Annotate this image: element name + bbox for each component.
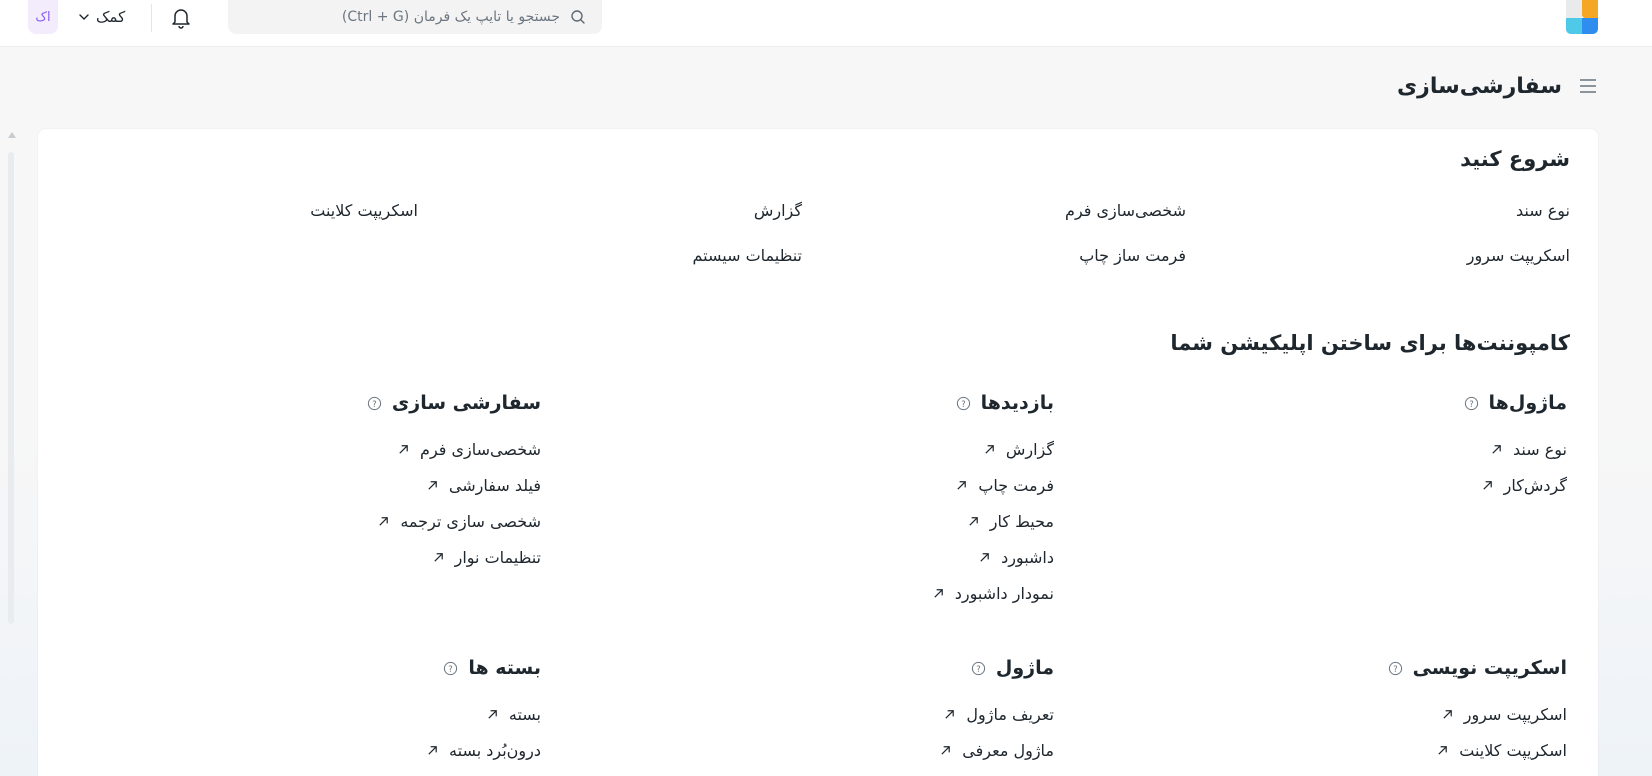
arrow-up-right-icon: [978, 551, 991, 564]
help-circle-icon[interactable]: [956, 396, 971, 411]
group-title: بازدیدها: [980, 392, 1054, 414]
list-item[interactable]: فرمت چاپ: [694, 467, 1054, 503]
scrollbar-track[interactable]: [8, 152, 14, 624]
arrow-up-right-icon: [426, 479, 439, 492]
svg-text:?: ?: [1468, 398, 1474, 409]
list-item[interactable]: بسته: [181, 696, 541, 732]
notification-bell-icon[interactable]: [170, 6, 192, 30]
group-title: بسته ها: [468, 657, 541, 679]
help-circle-icon[interactable]: [1464, 396, 1479, 411]
list-item[interactable]: شخصی سازی ترجمه: [181, 503, 541, 539]
help-circle-icon[interactable]: [1388, 661, 1403, 676]
list-item[interactable]: گردش‌کار: [1207, 467, 1567, 503]
gs-link-print-format-builder[interactable]: فرمت ساز چاپ: [1079, 246, 1186, 265]
arrow-up-right-icon: [932, 587, 945, 600]
svg-text:?: ?: [960, 398, 966, 409]
list-item[interactable]: درون‌بُرد بسته: [181, 732, 541, 768]
arrow-up-right-icon: [955, 479, 968, 492]
components-title: کامپوننت‌ها برای ساختن اپلیکیشن شما: [1170, 331, 1570, 355]
page-title: سفارشی‌سازی: [1396, 73, 1562, 99]
app-logo[interactable]: [1566, 0, 1598, 34]
arrow-up-right-icon: [377, 515, 390, 528]
group-scripting: [1207, 654, 1567, 768]
help-label: کمک: [96, 8, 126, 26]
navbar-divider: [151, 4, 152, 32]
scroll-up-arrow[interactable]: [8, 132, 16, 138]
gs-link-client-script[interactable]: اسکریپت کلاینت: [310, 201, 418, 220]
help-circle-icon[interactable]: [367, 396, 382, 411]
sidebar-toggle-icon[interactable]: [1578, 77, 1598, 95]
workspace-card: [38, 129, 1598, 776]
arrow-up-right-icon: [943, 708, 956, 721]
group-title: ماژول‌ها: [1488, 392, 1567, 414]
arrow-up-right-icon: [432, 551, 445, 564]
help-circle-icon[interactable]: [971, 661, 986, 676]
group-customization: [181, 389, 541, 575]
svg-text:?: ?: [976, 663, 981, 674]
chevron-down-icon: [78, 11, 90, 23]
list-item[interactable]: فیلد سفارشی: [181, 467, 541, 503]
navbar: [0, 0, 1652, 47]
arrow-up-right-icon: [983, 443, 996, 456]
search-input[interactable]: [260, 6, 560, 28]
gs-link-server-script[interactable]: اسکریپت سرور: [1466, 246, 1570, 265]
page-head: [1397, 66, 1598, 106]
search-icon: [570, 9, 586, 25]
list-item[interactable]: اسکریپت سرور: [1207, 696, 1567, 732]
group-title: اسکریپت نویسی: [1412, 657, 1567, 679]
group-title: ماژول: [995, 657, 1054, 679]
gs-link-customize-form[interactable]: شخصی‌سازی فرم: [1065, 201, 1186, 220]
arrow-up-right-icon: [1481, 479, 1494, 492]
arrow-up-right-icon: [1490, 443, 1503, 456]
list-item[interactable]: تنظیمات نوار: [181, 539, 541, 575]
arrow-up-right-icon: [1441, 708, 1454, 721]
arrow-up-right-icon: [426, 744, 439, 757]
list-item[interactable]: محیط کار: [694, 503, 1054, 539]
list-item[interactable]: اسکریپت کلاینت: [1207, 732, 1567, 768]
list-item[interactable]: گزارش: [694, 431, 1054, 467]
list-item[interactable]: ماژول معرفی: [694, 732, 1054, 768]
search-bar[interactable]: [228, 0, 602, 34]
arrow-up-right-icon: [397, 443, 410, 456]
group-packages: [181, 654, 541, 768]
svg-text:?: ?: [372, 398, 377, 409]
arrow-up-right-icon: [486, 708, 499, 721]
getting-started-title: شروع کنید: [1460, 147, 1570, 171]
help-dropdown[interactable]: [78, 5, 125, 29]
help-circle-icon[interactable]: [443, 661, 458, 676]
avatar[interactable]: [28, 0, 58, 34]
avatar-initials: اک: [35, 9, 51, 25]
group-modules: [1207, 389, 1567, 503]
arrow-up-right-icon: [967, 515, 980, 528]
svg-text:?: ?: [448, 663, 454, 674]
group-title: سفارشی سازی: [391, 392, 541, 414]
list-item[interactable]: نوع سند: [1207, 431, 1567, 467]
group-views: [694, 389, 1054, 611]
group-module: [694, 654, 1054, 768]
list-item[interactable]: شخصی‌سازی فرم: [181, 431, 541, 467]
list-item[interactable]: داشبورد: [694, 539, 1054, 575]
arrow-up-right-icon: [939, 744, 952, 757]
gs-link-report[interactable]: گزارش: [753, 201, 802, 220]
arrow-up-right-icon: [1436, 744, 1449, 757]
list-item[interactable]: نمودار داشبورد: [694, 575, 1054, 611]
list-item[interactable]: تعریف ماژول: [694, 696, 1054, 732]
gs-link-doctype[interactable]: نوع سند: [1516, 201, 1570, 220]
svg-text:?: ?: [1392, 663, 1398, 674]
gs-link-system-settings[interactable]: تنظیمات سیستم: [692, 246, 802, 265]
